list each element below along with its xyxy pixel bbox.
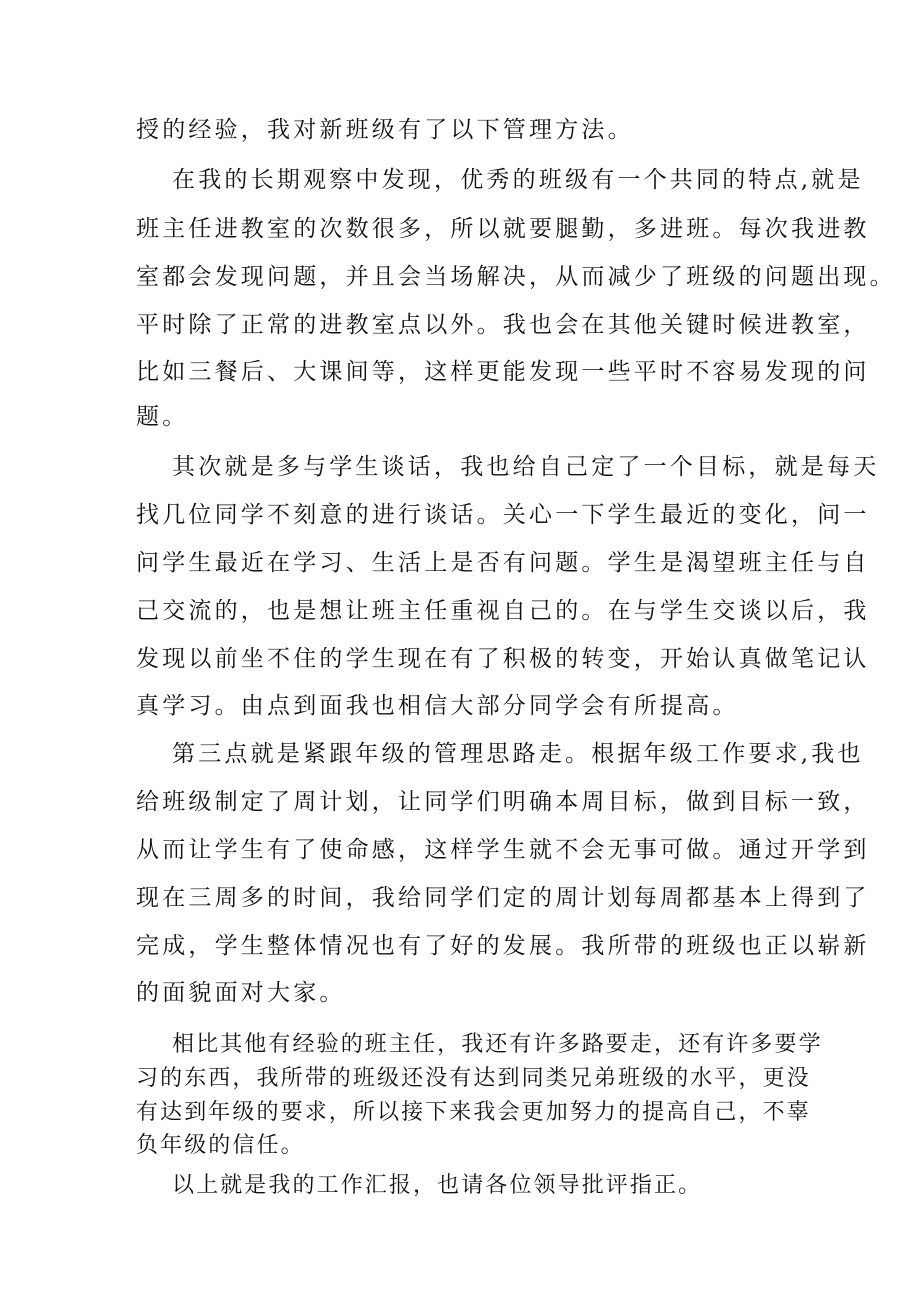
text-line: 给班级制定了周计划，让同学们明确本周目标，做到目标一致， — [136, 789, 870, 815]
text-line: 从而让学生有了使命感，这样学生就不会无事可做。通过开学到 — [136, 837, 870, 863]
text-line: 第三点就是紧跟年级的管理思路走。根据年级工作要求,我也 — [172, 741, 864, 767]
text-line: 习的东西，我所带的班级还没有达到同类兄弟班级的水平，更没 — [136, 1066, 811, 1091]
text-line: 相比其他有经验的班主任，我还有许多路要走，还有许多要学 — [172, 1032, 823, 1057]
text-line: 找几位同学不刻意的进行谈话。关心一下学生最近的变化，问一 — [136, 502, 870, 528]
text-line: 完成，学生整体情况也有了好的发展。我所带的班级也正以崭新 — [136, 933, 870, 959]
text-line: 以上就是我的工作汇报，也请各位领导批评指正。 — [172, 1173, 703, 1198]
text-line: 室都会发现问题，并且会当场解决，从而减少了班级的问题出现。 — [136, 264, 896, 290]
text-line: 其次就是多与学生谈话，我也给自己定了一个目标，就是每天 — [172, 454, 880, 480]
text-line: 真学习。由点到面我也相信大部分同学会有所提高。 — [136, 693, 739, 719]
text-line: 负年级的信任。 — [136, 1133, 305, 1158]
text-line: 现在三周多的时间，我给同学们定的周计划每周都基本上得到了 — [136, 885, 870, 911]
text-line: 发现以前坐不住的学生现在有了积极的转变，开始认真做笔记认 — [136, 646, 870, 672]
text-line: 题。 — [136, 404, 189, 430]
text-line: 有达到年级的要求，所以接下来我会更加努力的提高自己，不辜 — [136, 1100, 811, 1125]
text-line: 的面貌面对大家。 — [136, 980, 346, 1006]
text-line: 在我的长期观察中发现，优秀的班级有一个共同的特点,就是 — [172, 167, 864, 193]
text-line: 班主任进教室的次数很多，所以就要腿勤，多进班。每次我进教 — [136, 216, 870, 242]
text-line: 己交流的，也是想让班主任重视自己的。在与学生交谈以后，我 — [136, 598, 870, 624]
text-line: 比如三餐后、大课间等，这样更能发现一些平时不容易发现的问 — [136, 359, 870, 385]
text-line: 问学生最近在学习、生活上是否有问题。学生是渴望班主任与自 — [136, 550, 870, 576]
text-line: 平时除了正常的进教室点以外。我也会在其他关键时候进教室， — [136, 312, 870, 338]
text-line: 授的经验，我对新班级有了以下管理方法。 — [136, 117, 634, 143]
